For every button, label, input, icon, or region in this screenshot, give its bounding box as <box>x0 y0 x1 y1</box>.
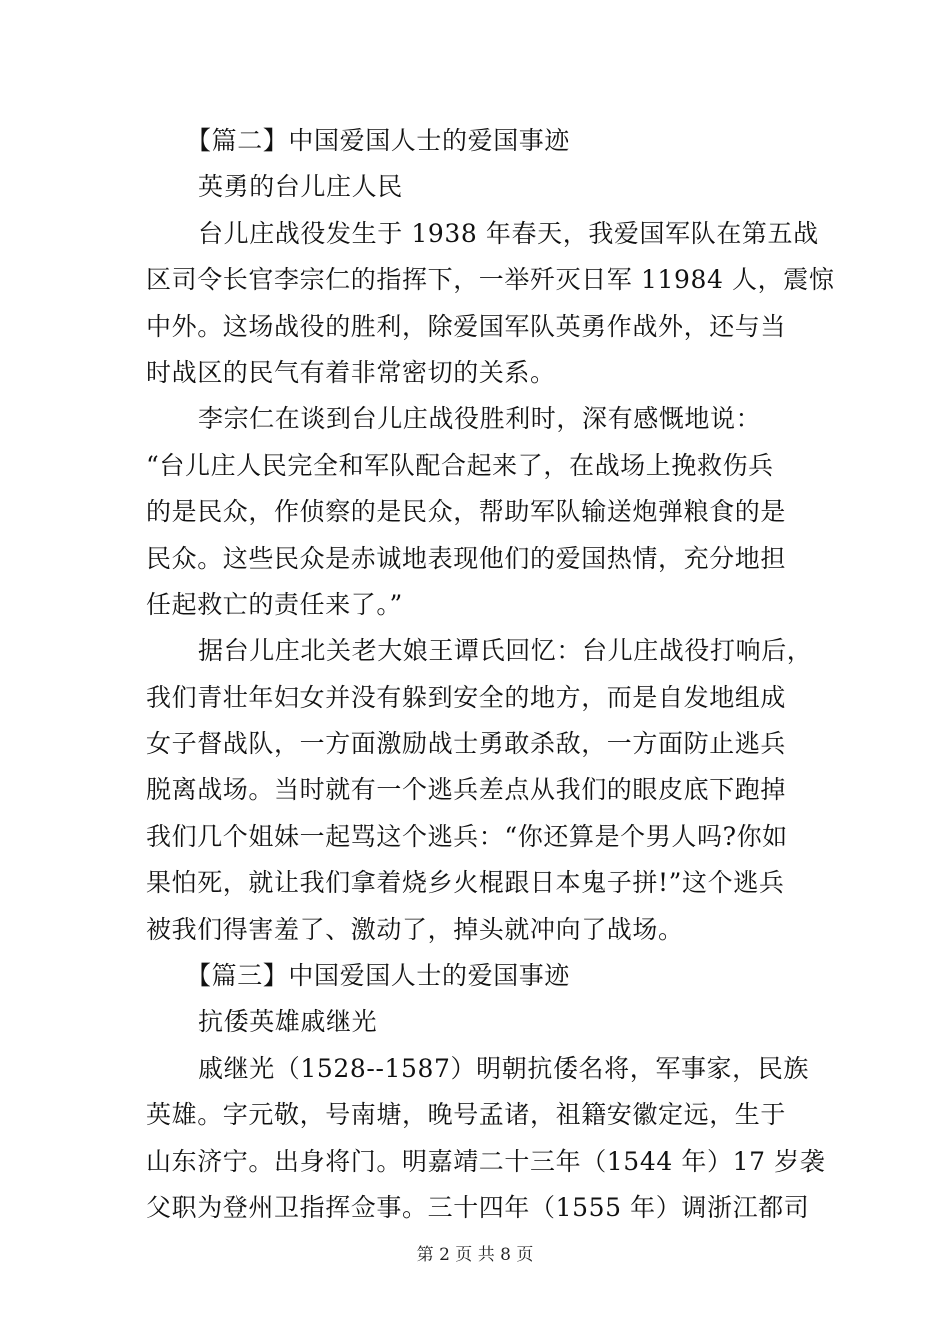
text-line: 我们青壮年妇女并没有躲到安全的地方，而是自发地组成 <box>146 682 787 712</box>
text-line: 【篇二】中国爱国人士的爱国事迹 <box>186 126 571 155</box>
text-line: 被我们得害羞了、激动了，掉头就冲向了战场。 <box>146 914 684 944</box>
text-line: 时战区的民气有着非常密切的关系。 <box>146 357 556 387</box>
page-footer: 第 2 页 共 8 页 <box>416 1245 534 1265</box>
text-line: 台儿庄战役发生于 1938 年春天，我爱国军队在第五战 <box>198 218 819 248</box>
text-line: “台儿庄人民完全和军队配合起来了，在战场上挽救伤兵 <box>146 450 774 480</box>
text-line: 李宗仁在谈到台儿庄战役胜利时，深有感慨地说： <box>198 404 762 434</box>
text-line: 区司令长官李宗仁的指挥下，一举歼灭日军 11984 人，震惊 <box>146 265 835 295</box>
text-line: 民众。这些民众是赤诚地表现他们的爱国热情，充分地担 <box>146 543 787 573</box>
text-line: 女子督战队，一方面激励战士勇敢杀敌，一方面防止逃兵 <box>146 729 787 759</box>
text-line: 任起救亡的责任来了。” <box>146 589 403 619</box>
text-line: 我们几个姐妹一起骂这个逃兵：“你还算是个男人吗?你如 <box>146 821 788 851</box>
text-line: 【篇三】中国爱国人士的爱国事迹 <box>186 961 571 991</box>
text-line: 父职为登州卫指挥佥事。三十四年（1555 年）调浙江都司 <box>146 1192 810 1222</box>
text-line: 据台儿庄北关老大娘王谭氏回忆：台儿庄战役打响后， <box>198 636 813 666</box>
text-line: 戚继光（1528--1587）明朝抗倭名将，军事家，民族 <box>198 1053 809 1083</box>
text-line: 中外。这场战役的胜利，除爱国军队英勇作战外，还与当 <box>146 311 787 341</box>
text-line: 英雄。字元敬，号南塘，晚号孟诸，祖籍安徽定远，生于 <box>146 1100 787 1130</box>
text-line: 英勇的台儿庄人民 <box>198 172 403 202</box>
text-line: 的是民众，作侦察的是民众，帮助军队输送炮弹粮食的是 <box>146 497 787 527</box>
document-body <box>146 118 835 1231</box>
text-line: 山东济宁。出身将门。明嘉靖二十三年（1544 年）17 岁袭 <box>146 1146 826 1176</box>
text-line: 脱离战场。当时就有一个逃兵差点从我们的眼皮底下跑掉 <box>146 775 787 805</box>
text-line: 抗倭英雄戚继光 <box>198 1007 378 1037</box>
text-line: 果怕死，就让我们拿着烧乡火棍跟日本鬼子拼!”这个逃兵 <box>146 868 785 898</box>
